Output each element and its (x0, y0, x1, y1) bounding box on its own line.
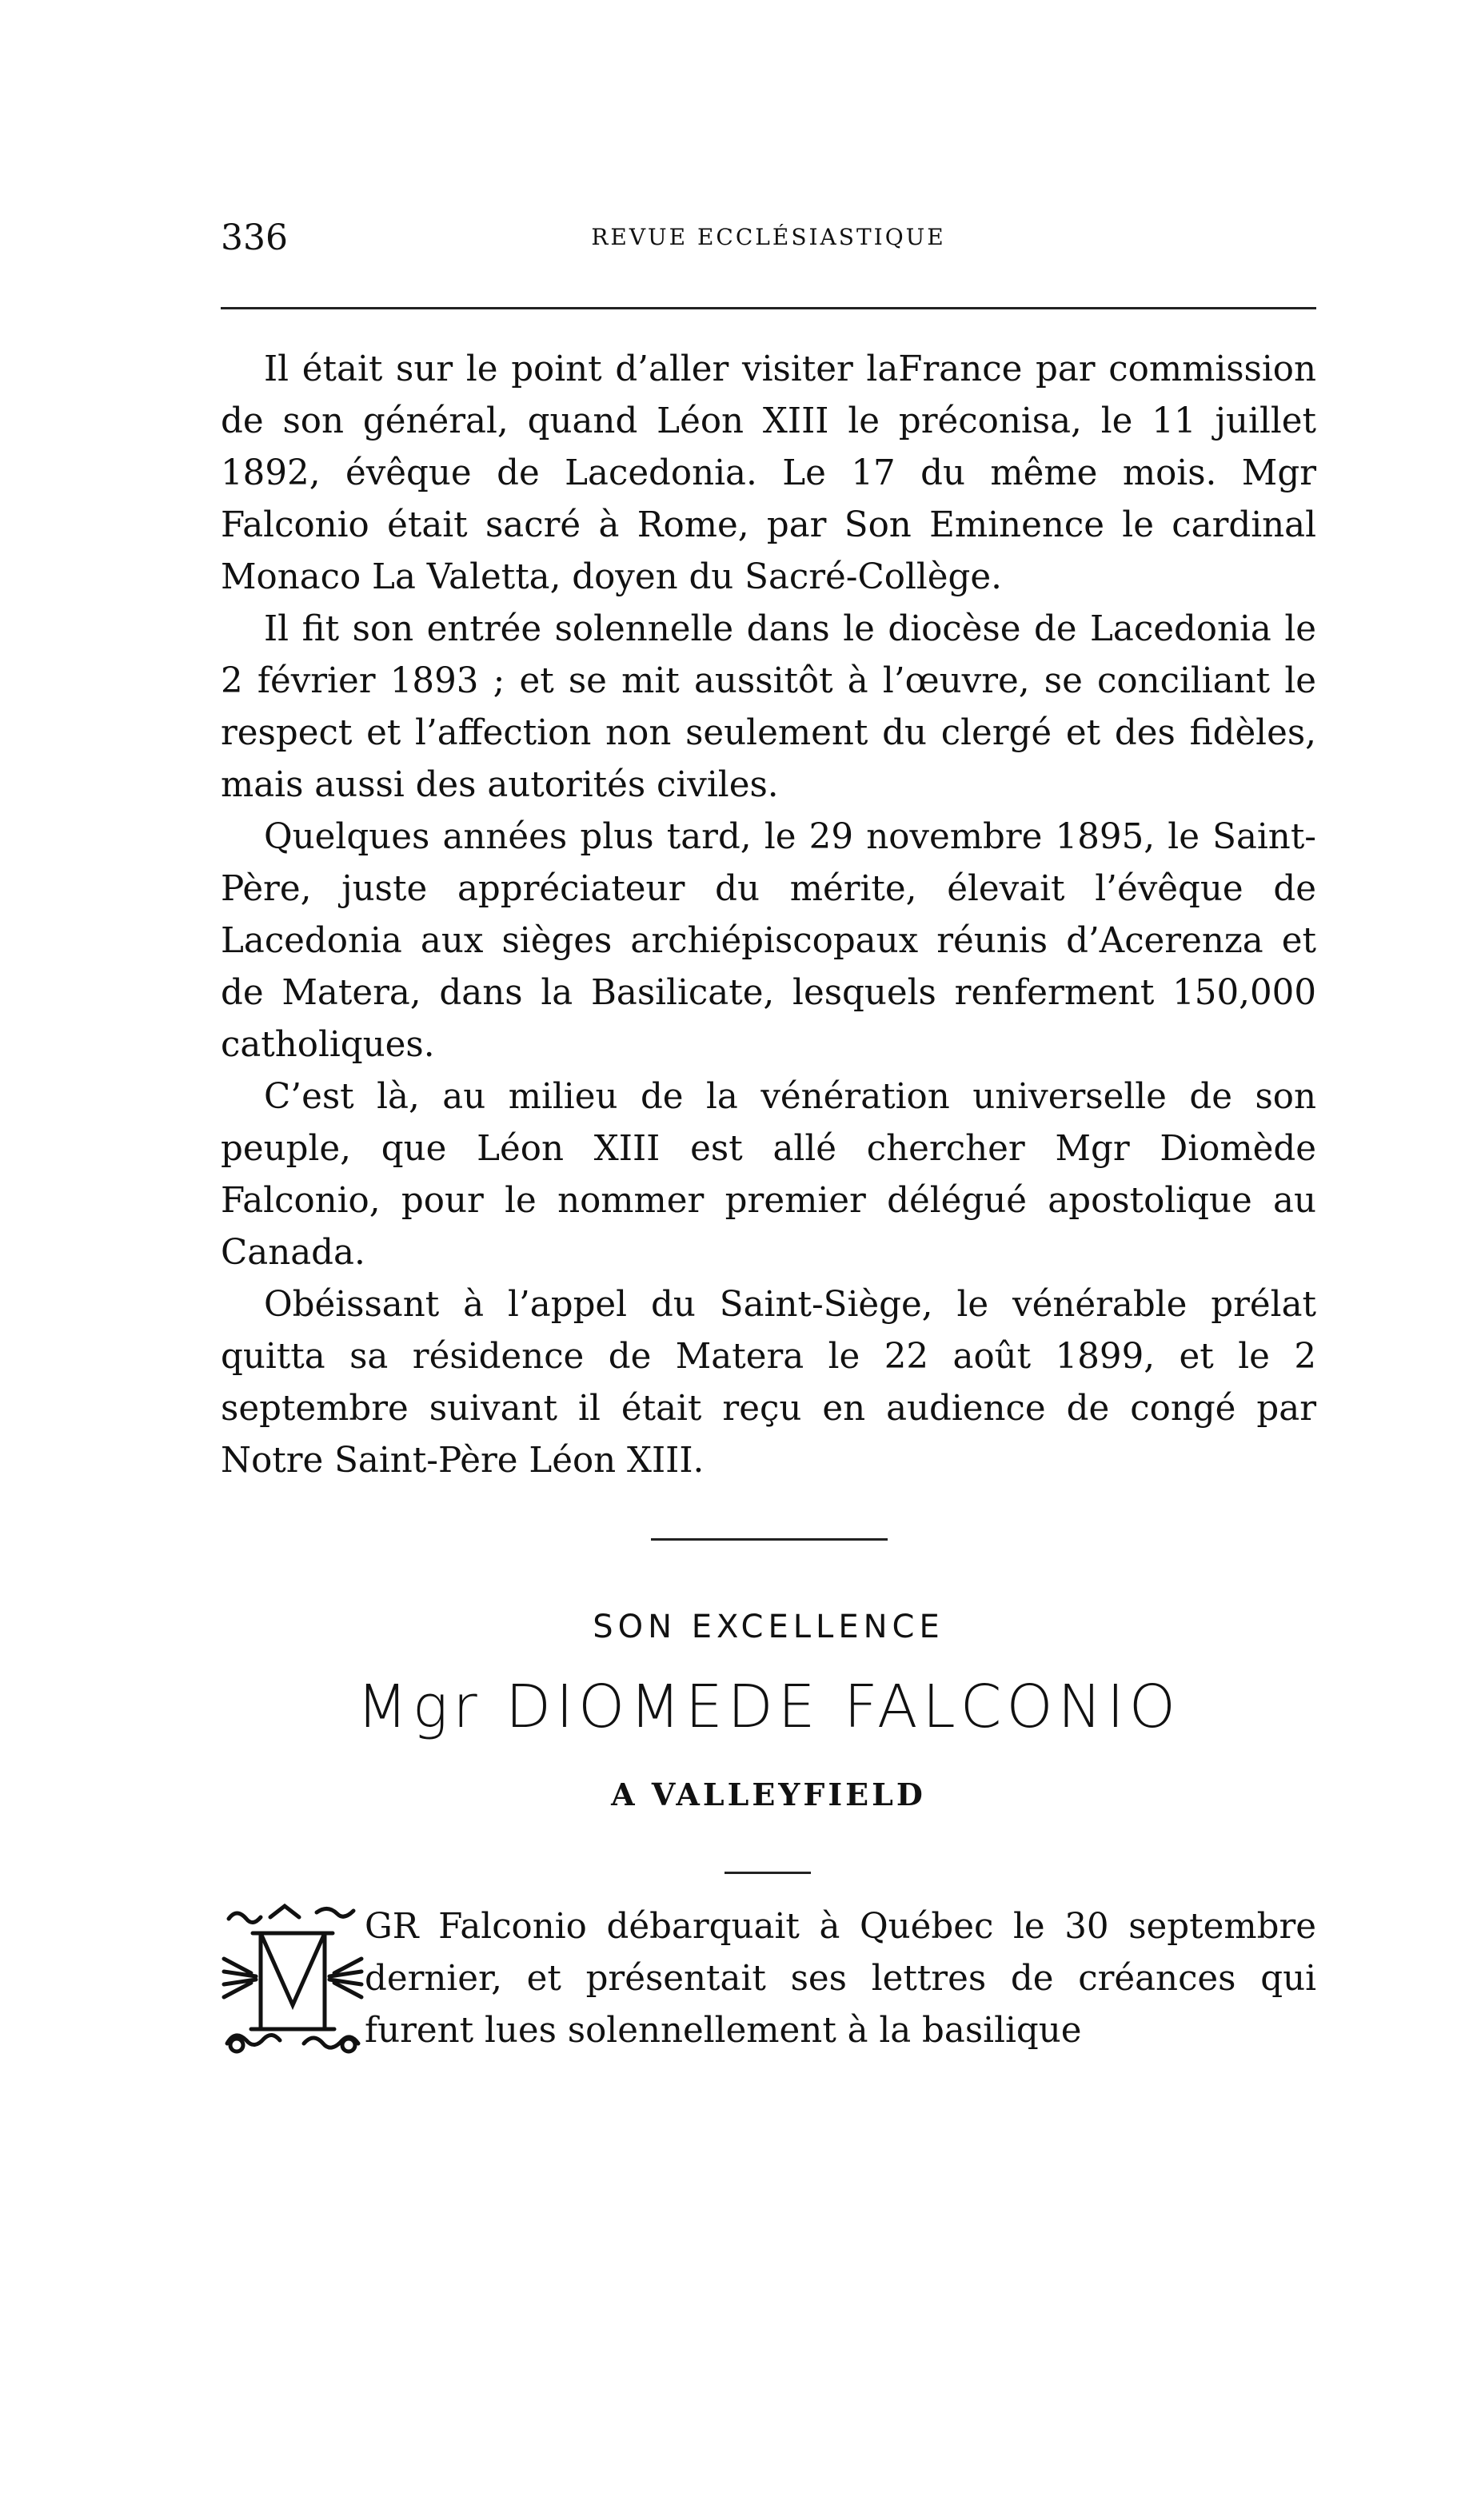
section-heading-excellence: SON EXCELLENCE (593, 1609, 944, 1645)
header-rule (221, 307, 1316, 309)
paragraph: Obéissant à l’appel du Saint-Siège, le vénérable prélat quitta sa résidence de Matera le 22 août 1899, et le 2 septembre suivant il était reçu en audience de congé par Notre Saint-Père Léon XIII. (221, 1285, 1316, 1481)
page-number: 336 (221, 217, 288, 258)
page-header (221, 217, 1316, 265)
running-title: REVUE ECCLÉSIASTIQUE (591, 224, 946, 250)
heading-divider (725, 1872, 811, 1874)
paragraph: C’est là, au milieu de la vénération universelle de son peuple, que Léon XIII est allé chercher Mgr Diomède Falconio, pour le nommer premier délégué apostolique au Canada. (221, 1077, 1316, 1273)
body-text (221, 344, 1316, 1487)
section-divider (651, 1538, 888, 1541)
ornamental-initial (221, 1901, 365, 2056)
paragraph: Il était sur le point d’aller visiter laFrance par commission de son général, quand Léon XIII le préconisa, le 11 juillet 1892, évêque de Lacedonia. Le 17 du même mois. Mgr Falconio était sacré à Rome, par Son Eminence le cardinal Monaco La Valetta, doyen du Sacré-Collège. (221, 349, 1316, 597)
section-heading-place: A VALLEYFIELD (611, 1776, 926, 1812)
opening-paragraph (221, 1901, 1316, 2061)
section-heading-name: Mgr DIOMEDE FALCONIO (356, 1673, 1181, 1741)
opening-paragraph-text: GR Falconio débarquait à Québec le 30 septembre dernier, et présentait ses lettres de créances qui furent lues solennellement à la basilique (365, 1907, 1316, 2051)
paragraph: Quelques années plus tard, le 29 novembre 1895, le Saint-Père, juste appréciateur du mérite, élevait l’évêque de Lacedonia aux sièges archiépiscopaux réunis d’Acerenza et de Matera, dans la Basilicate, lesquels renferment 150,000 catholiques. (221, 817, 1316, 1065)
paragraph: Il fit son entrée solennelle dans le diocèse de Lacedonia le 2 février 1893 ; et se mit aussitôt à l’œuvre, se conciliant le respect et l’affection non seulement du clergé et des fidèles, mais aussi des autorités civiles. (221, 609, 1316, 805)
